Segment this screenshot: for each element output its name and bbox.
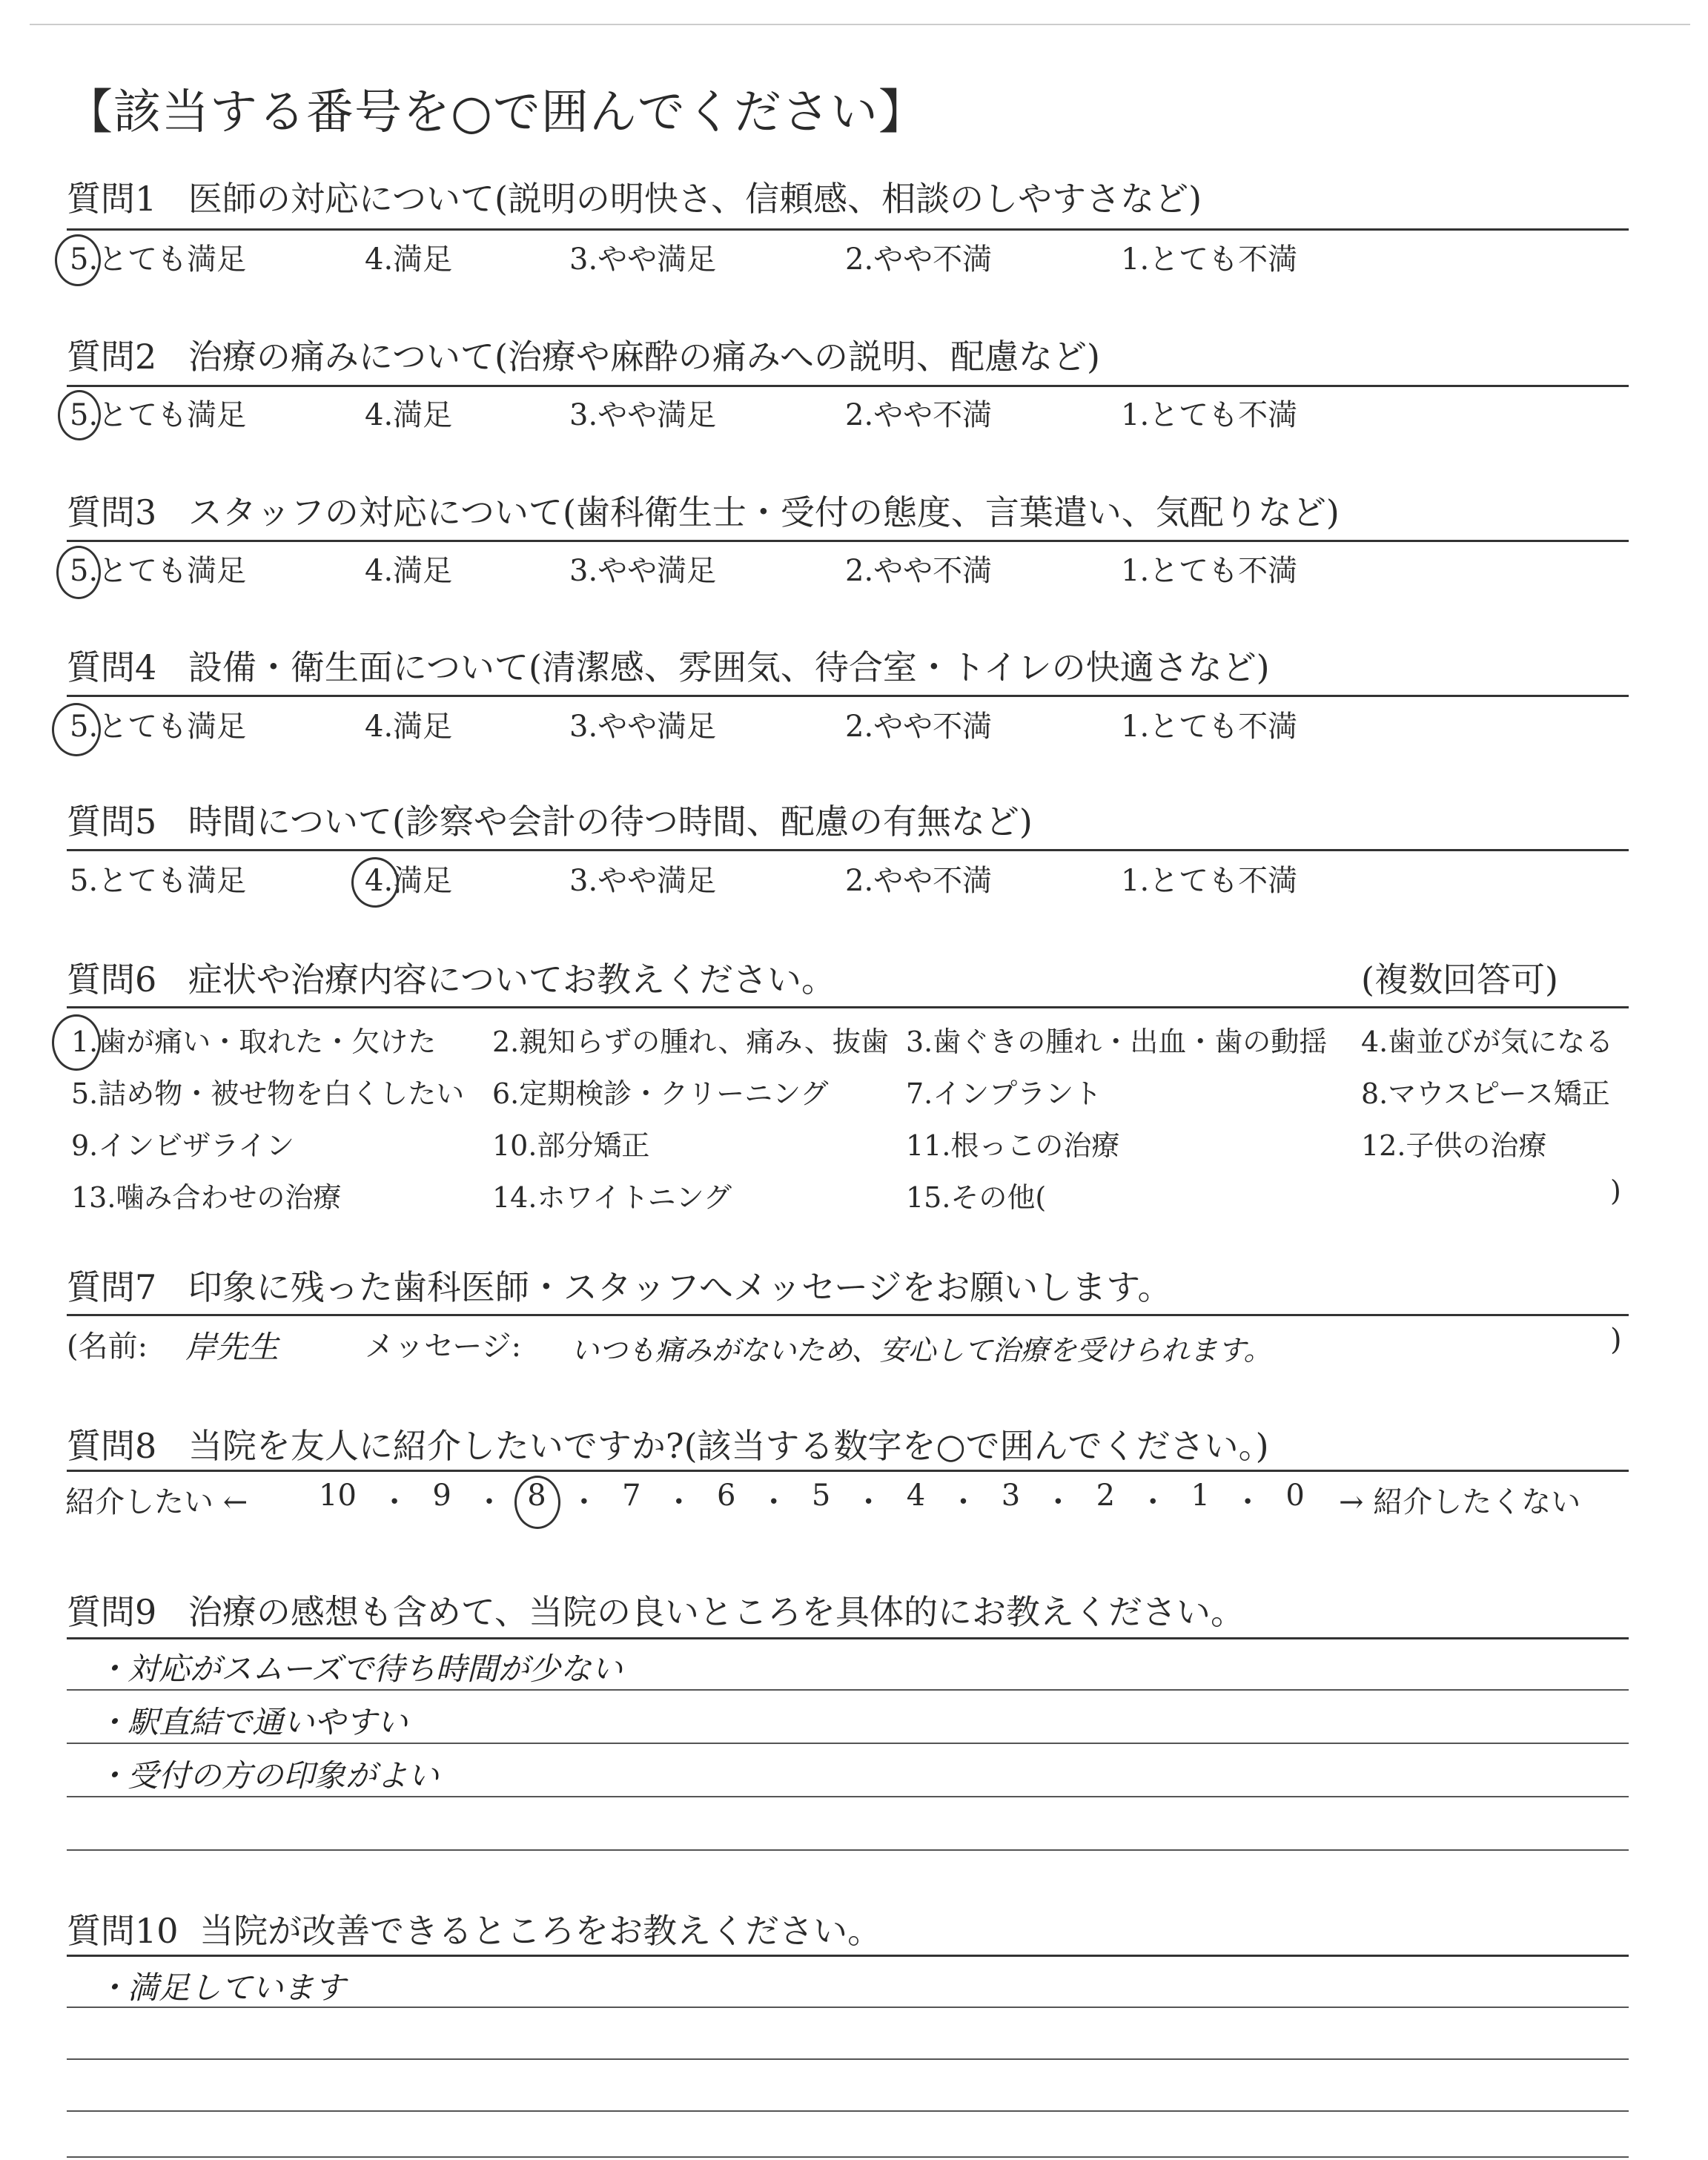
q5-option-3[interactable]: 3.やや満足 <box>569 864 717 898</box>
question-10-heading <box>67 1904 881 1953</box>
question-3-rule <box>67 540 1629 542</box>
q4-option-2[interactable]: 2.やや不満 <box>845 710 993 744</box>
q7-close-paren: ) <box>1610 1323 1622 1357</box>
q6-item-7[interactable]: 7.インプラント <box>906 1077 1102 1110</box>
q5-option-1[interactable]: 1.とても不満 <box>1121 864 1298 898</box>
q4-option-3[interactable]: 3.やや満足 <box>569 710 717 744</box>
page-top-edge <box>30 24 1690 25</box>
q1-option-5[interactable]: 5.とても満足 <box>70 242 247 277</box>
q8-scale-dot: ・ <box>758 1485 789 1519</box>
q6-item-3[interactable]: 3.歯ぐきの腫れ・出血・歯の動揺 <box>906 1025 1328 1058</box>
question-8-text: 当院を友人に紹介したいですか?(該当する数字を○で囲んでください。) <box>188 1426 1269 1466</box>
question-9-label: 質問9 <box>67 1592 157 1632</box>
q6-item-14[interactable]: 14.ホワイトニング <box>492 1181 732 1214</box>
q8-scale-3[interactable]: 3 <box>1001 1479 1021 1513</box>
q5-selected-circle <box>351 857 399 908</box>
q8-scale-dot: ・ <box>569 1485 599 1519</box>
q9-ruled-line <box>67 1689 1629 1691</box>
question-2-text: 治療の痛みについて(治療や麻酔の痛みへの説明、配慮など) <box>188 337 1100 377</box>
q10-ruled-line <box>67 2007 1629 2008</box>
question-2-heading <box>67 330 1100 379</box>
q7-message-label: メッセージ: <box>365 1330 522 1364</box>
q8-scale-dot: ・ <box>663 1485 694 1519</box>
question-8-rule <box>67 1470 1629 1472</box>
q3-option-1[interactable]: 1.とても不満 <box>1121 554 1298 588</box>
q8-scale-1[interactable]: 1 <box>1191 1479 1210 1513</box>
q6-item-2[interactable]: 2.親知らずの腫れ、痛み、抜歯 <box>492 1025 889 1058</box>
q2-option-5[interactable]: 5.とても満足 <box>70 398 247 432</box>
q4-option-1[interactable]: 1.とても不満 <box>1121 710 1298 744</box>
q4-selected-circle <box>52 703 101 756</box>
question-1-label: 質問1 <box>67 179 157 219</box>
q3-option-5[interactable]: 5.とても満足 <box>70 554 247 588</box>
q6-item-11[interactable]: 11.根っこの治療 <box>906 1129 1120 1162</box>
q4-option-5[interactable]: 5.とても満足 <box>70 710 247 744</box>
question-5-text: 時間について(診察や会計の待つ時間、配慮の有無など) <box>188 802 1033 842</box>
question-6-label: 質問6 <box>67 960 157 1000</box>
question-6-heading <box>67 953 835 1002</box>
q3-option-4[interactable]: 4.満足 <box>365 554 453 588</box>
q8-scale-dot: ・ <box>474 1485 505 1519</box>
question-10-text: 当院が改善できるところをお教えください。 <box>199 1911 882 1951</box>
q8-scale-0[interactable]: 0 <box>1285 1479 1305 1513</box>
question-1-text: 医師の対応について(説明の明快さ、信頼感、相談のしやすさなど) <box>188 179 1202 219</box>
question-6-text: 症状や治療内容についてお教えください。 <box>188 960 835 1000</box>
q8-left-label: 紹介したい ← <box>65 1485 248 1519</box>
q8-scale-10[interactable]: 10 <box>319 1479 357 1513</box>
q2-option-3[interactable]: 3.やや満足 <box>569 398 717 432</box>
q10-ruled-line <box>67 2058 1629 2060</box>
q9-answer-line-2[interactable]: ・駅直結で通いやすい <box>96 1704 408 1740</box>
q8-scale-dot: ・ <box>1043 1485 1073 1519</box>
q4-option-4[interactable]: 4.満足 <box>365 710 453 744</box>
q5-option-5[interactable]: 5.とても満足 <box>70 864 247 898</box>
question-2-label: 質問2 <box>67 337 157 377</box>
q6-item-12[interactable]: 12.子供の治療 <box>1361 1129 1547 1162</box>
q6-item-8[interactable]: 8.マウスピース矯正 <box>1361 1077 1610 1110</box>
q8-scale-9[interactable]: 9 <box>432 1479 451 1513</box>
q1-selected-circle <box>55 234 101 286</box>
question-10-label: 質問10 <box>67 1911 179 1951</box>
q8-scale-dot: ・ <box>380 1485 410 1519</box>
question-5-rule <box>67 849 1629 851</box>
q10-ruled-line <box>67 2156 1629 2158</box>
q1-option-4[interactable]: 4.満足 <box>365 242 453 277</box>
q2-selected-circle <box>58 390 101 440</box>
question-4-rule <box>67 695 1629 697</box>
question-5-label: 質問5 <box>67 802 157 842</box>
question-1-heading <box>67 172 1202 221</box>
q7-name-label: (名前: <box>67 1330 148 1364</box>
question-10-rule <box>67 1955 1629 1957</box>
question-7-rule <box>67 1314 1629 1316</box>
question-1-rule <box>67 228 1629 231</box>
question-2-rule <box>67 385 1629 387</box>
question-6-rule <box>67 1006 1629 1008</box>
q3-option-3[interactable]: 3.やや満足 <box>569 554 717 588</box>
q6-selected-circle <box>52 1014 101 1071</box>
q3-selected-circle <box>56 546 101 599</box>
question-4-heading <box>67 641 1270 690</box>
question-9-heading <box>67 1585 1245 1634</box>
q6-item-5[interactable]: 5.詰め物・被せ物を白くしたい <box>71 1077 465 1110</box>
q5-option-2[interactable]: 2.やや不満 <box>845 864 993 898</box>
q7-message-value[interactable]: いつも痛みがないため、安心して治療を受けられます。 <box>571 1334 1272 1367</box>
q7-name-value[interactable]: 岸先生 <box>185 1329 279 1365</box>
question-3-text: スタッフの対応について(歯科衛生士・受付の態度、言葉遣い、気配りなど) <box>188 492 1340 532</box>
q8-selected-circle <box>514 1476 560 1529</box>
q10-ruled-line <box>67 2110 1629 2112</box>
q6-item-10[interactable]: 10.部分矯正 <box>492 1129 650 1162</box>
question-3-heading <box>67 486 1340 535</box>
q6-item-9[interactable]: 9.インビザライン <box>71 1129 295 1162</box>
question-8-label: 質問8 <box>67 1426 157 1466</box>
q6-item-1[interactable]: 1.歯が痛い・取れた・欠けた <box>71 1025 437 1058</box>
q6-item-6[interactable]: 6.定期検診・クリーニング <box>492 1077 829 1110</box>
q8-scale-dot: ・ <box>1138 1485 1168 1519</box>
q8-scale-dot: ・ <box>853 1485 884 1519</box>
q1-option-3[interactable]: 3.やや満足 <box>569 242 717 277</box>
q6-item-13[interactable]: 13.噛み合わせの治療 <box>71 1181 342 1214</box>
q8-scale-5[interactable]: 5 <box>811 1479 831 1513</box>
q6-item-4[interactable]: 4.歯並びが気になる <box>1361 1025 1614 1058</box>
form-instruction-title: 【該当する番号を○で囲んでください】 <box>65 85 927 140</box>
question-7-text: 印象に残った歯科医師・スタッフへメッセージをお願いします。 <box>188 1267 1172 1307</box>
q6-other-close: ) <box>1610 1175 1621 1207</box>
question-5-heading <box>67 795 1033 844</box>
q8-scale-8[interactable]: 8 <box>527 1479 546 1513</box>
question-9-text: 治療の感想も含めて、当院の良いところを具体的にお教えください。 <box>188 1592 1245 1632</box>
q9-answer-line-1[interactable]: ・対応がスムーズで待ち時間が少ない <box>96 1651 623 1687</box>
q5-option-4[interactable]: 4.満足 <box>365 864 453 898</box>
question-4-text: 設備・衛生面について(清潔感、雰囲気、待合室・トイレの快適さなど) <box>188 647 1270 687</box>
q9-ruled-line <box>67 1796 1629 1797</box>
q3-option-2[interactable]: 2.やや不満 <box>845 554 993 588</box>
q8-scale-4[interactable]: 4 <box>906 1479 926 1513</box>
q10-answer-line-1[interactable]: ・満足しています <box>96 1969 346 2006</box>
question-4-label: 質問4 <box>67 647 157 687</box>
q8-right-label: → 紹介したくない <box>1339 1485 1581 1519</box>
q1-option-2[interactable]: 2.やや不満 <box>845 242 993 277</box>
question-7-label: 質問7 <box>67 1267 157 1307</box>
q8-scale-7[interactable]: 7 <box>622 1479 641 1513</box>
q9-ruled-line <box>67 1743 1629 1744</box>
q9-answer-line-3[interactable]: ・受付の方の印象がよい <box>96 1757 440 1794</box>
q2-option-4[interactable]: 4.満足 <box>365 398 453 432</box>
question-6-multiple-note: (複数回答可) <box>1361 960 1558 1000</box>
question-9-rule <box>67 1637 1629 1639</box>
q8-scale-dot: ・ <box>1233 1485 1263 1519</box>
q8-scale-6[interactable]: 6 <box>717 1479 736 1513</box>
q8-scale-2[interactable]: 2 <box>1096 1479 1116 1513</box>
q8-scale-dot: ・ <box>948 1485 979 1519</box>
q2-option-2[interactable]: 2.やや不満 <box>845 398 993 432</box>
q9-ruled-line <box>67 1849 1629 1851</box>
question-7-heading <box>67 1261 1172 1309</box>
q6-item-15[interactable]: 15.その他( <box>906 1181 1047 1214</box>
q2-option-1[interactable]: 1.とても不満 <box>1121 398 1298 432</box>
q8-scale <box>319 1479 1305 1521</box>
question-3-label: 質問3 <box>67 492 157 532</box>
q1-option-1[interactable]: 1.とても不満 <box>1121 242 1298 277</box>
question-8-heading <box>67 1419 1269 1468</box>
